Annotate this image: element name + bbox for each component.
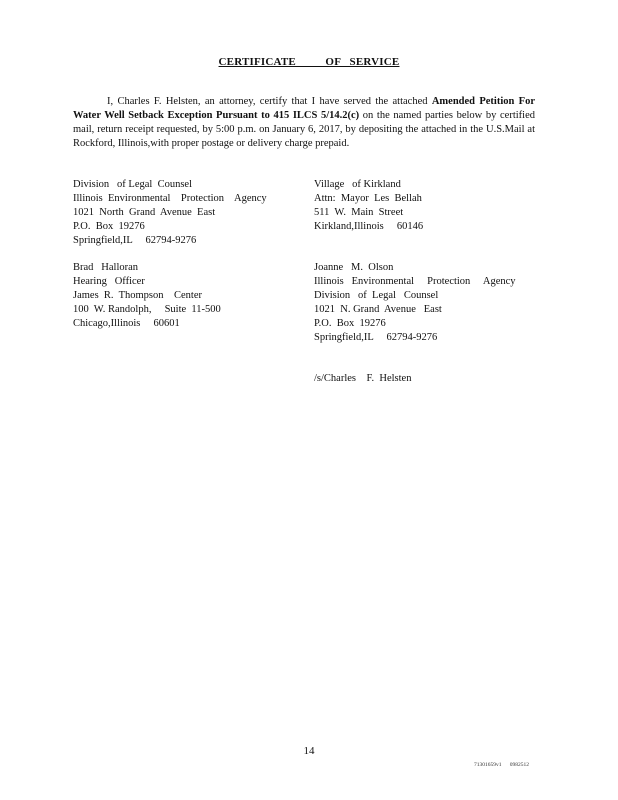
address-block-joanne-olson [314,261,516,345]
address-line: 1021 N. Grand Avenue East [314,304,442,315]
address-line: P.O. Box 19276 [73,221,145,232]
address-line: Springfield,IL 62794-9276 [73,235,197,246]
address-line: Attn: Mayor Les Bellah [314,193,422,204]
paragraph-document-name: Amended Petition For Water Well Setback Exception Pursuant to 415 ILCS 5/14.2(c) [73,96,535,121]
address-line: Joanne M. Olson [314,262,394,273]
address-line: Village of Kirkland [314,179,401,190]
address-line: Division of Legal Counsel [73,179,192,190]
address-line: James R. Thompson Center [73,290,203,301]
address-line: Illinois Environmental Protection Agency [314,276,516,287]
document-title [0,56,618,68]
address-block-village-of-kirkland [314,178,423,234]
certificate-title-text: CERTIFICATE OF SERVICE [218,56,400,68]
signature-line: /s/Charles F. Helsten [314,373,412,384]
service-paragraph [73,95,535,151]
paragraph-text-intro: I, Charles F. Helsten, an attorney, certify that I have served the attached [107,96,428,107]
address-line: Chicago,Illinois 60601 [73,318,180,329]
address-line: P.O. Box 19276 [314,318,386,329]
address-line: 511 W. Main Street [314,207,404,218]
paragraph-text-rest: on the named parties below by certified mail, return receipt requested, by 5:00 p.m. on January 6, 2017, by depositing the attached in the U.S.Mail at Rockford, Illinois,with proper postage or delivery charge prepaid. [73,110,535,149]
address-line: 1021 North Grand Avenue East [73,207,216,218]
document-id-footer: 71301659v1 0982512 [474,762,529,768]
address-line: Division of Legal Counsel [314,290,439,301]
address-block-illinois-epa-legal [73,178,267,248]
address-line: Illinois Environmental Protection Agency [73,193,267,204]
address-line: Kirkland,Illinois 60146 [314,221,424,232]
address-line: Springfield,IL 62794-9276 [314,332,438,343]
page-number: 14 [303,745,315,757]
address-line: Brad Halloran [73,262,139,273]
address-line: 100 W. Randolph, Suite 11-500 [73,304,221,315]
address-line: Hearing Officer [73,276,145,287]
address-block-hearing-officer [73,261,221,331]
